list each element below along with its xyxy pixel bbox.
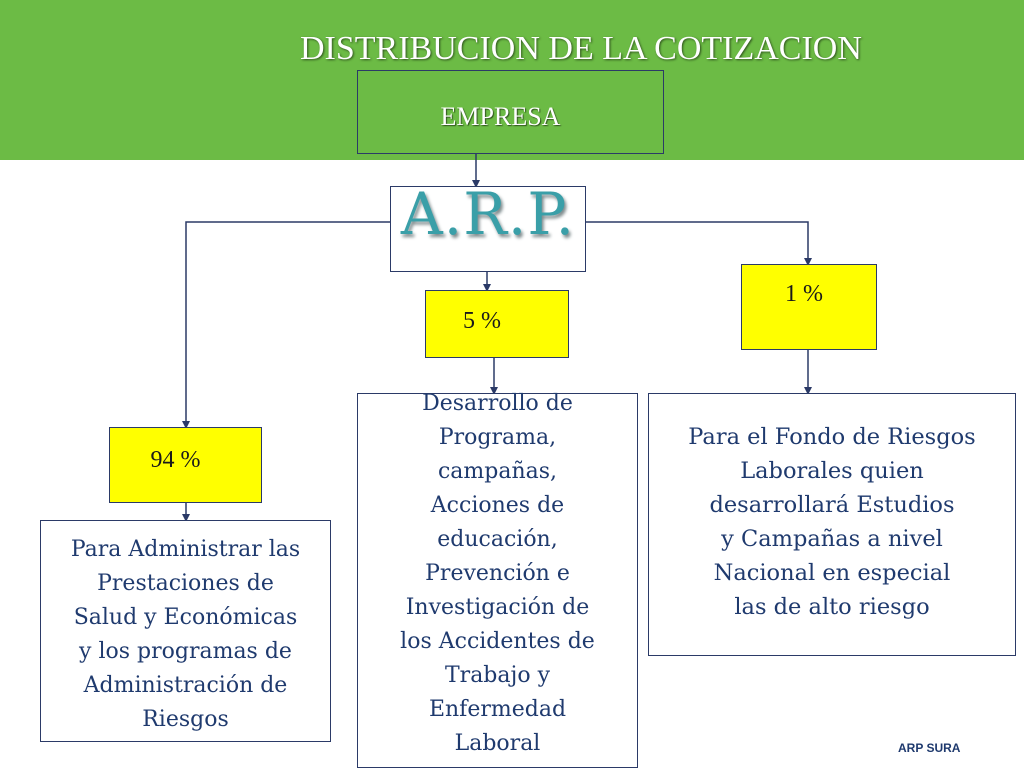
desc-center-box — [357, 393, 638, 768]
share-left-label: 94 % — [150, 446, 201, 473]
desc-left-text: Para Administrar las Prestaciones de Salud y Económicas y los programas de Administración de Riesgos — [70, 537, 301, 732]
share-left-box — [109, 427, 262, 503]
share-right-label: 1 % — [785, 280, 823, 307]
share-center-box — [425, 290, 569, 358]
page-title: DISTRIBUCION DE LA COTIZACION — [300, 30, 862, 67]
share-center-label: 5 % — [463, 307, 501, 334]
arp-label: A.R.P. — [400, 180, 576, 248]
arp-box — [390, 180, 586, 272]
desc-center-text: Desarrollo de Programa, campañas, Acciones de educación, Prevención e Investigación de los Accidentes de Trabajo y Enfermedad Laboral — [400, 391, 595, 756]
connector-arp-1pct — [586, 222, 808, 262]
share-right-box — [741, 264, 877, 350]
empresa-box — [357, 70, 664, 154]
desc-right-text: Para el Fondo de Riesgos Laborales quien desarrollará Estudios y Campañas a nivel Nacional en especial las de alto riesgo — [688, 424, 976, 620]
footer-brand: ARP SURA — [898, 741, 961, 755]
desc-left-box — [40, 520, 331, 742]
desc-right-box — [648, 393, 1016, 656]
empresa-label: EMPRESA — [440, 102, 561, 131]
